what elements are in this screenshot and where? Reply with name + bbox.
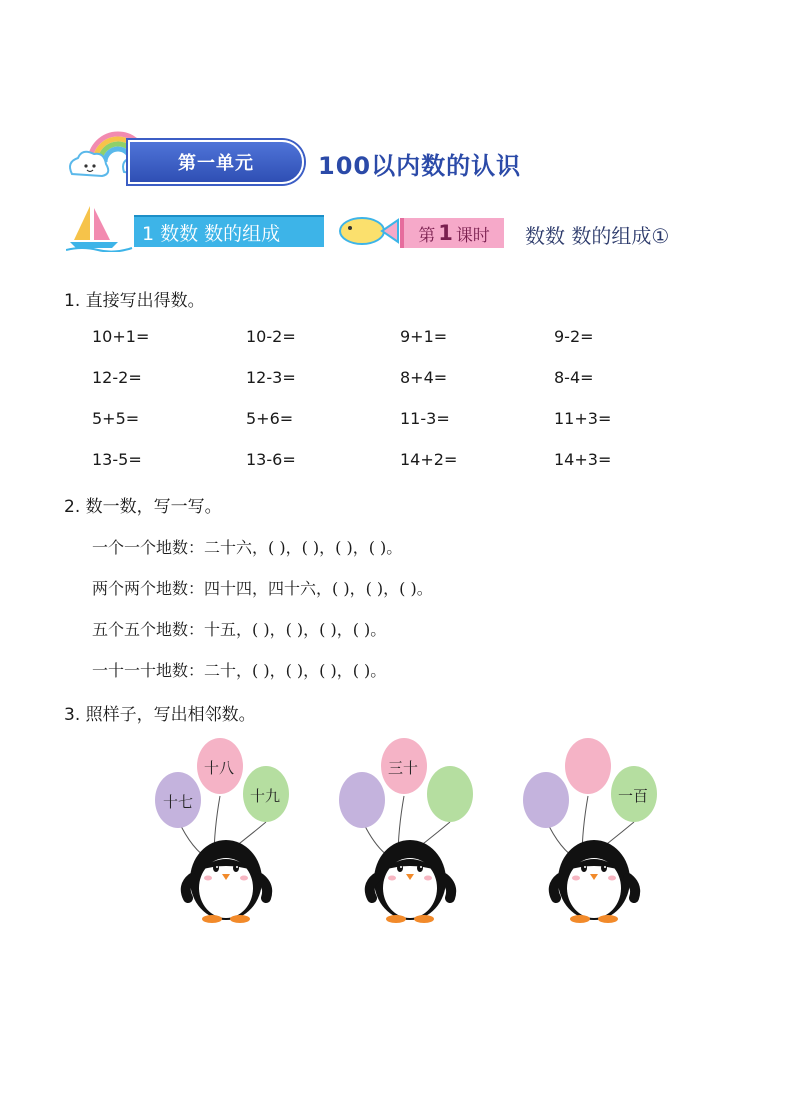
counting-line-tens: 一十一十地数：二十，( )，( )，( )，( )。 — [92, 661, 387, 680]
equation: 13-6= — [246, 450, 296, 469]
counting-line-fives: 五个五个地数：十五，( )，( )，( )，( )。 — [92, 620, 387, 639]
equation: 5+6= — [246, 409, 294, 428]
balloon-label-left: 十七 — [163, 793, 194, 811]
lesson-prefix: 第 — [418, 225, 436, 246]
sailboat-icon — [66, 202, 136, 252]
equation: 5+5= — [92, 409, 140, 428]
fish-icon — [336, 212, 400, 250]
balloon-label-middle: 十八 — [204, 759, 235, 777]
equation: 12-2= — [92, 368, 142, 387]
penguin-icon — [523, 738, 657, 923]
equation: 11-3= — [400, 409, 450, 428]
unit-label: 第一单元 — [128, 140, 304, 184]
lesson-title: 数数 数的组成① — [525, 224, 670, 248]
equation: 11+3= — [554, 409, 612, 428]
question-2-title: 2. 数一数，写一写。 — [64, 497, 222, 517]
equation: 14+2= — [400, 450, 458, 469]
balloon-label-middle: 三十 — [388, 759, 419, 777]
equation: 12-3= — [246, 368, 296, 387]
question-3-title: 3. 照样子，写出相邻数。 — [64, 705, 256, 725]
question-1-title: 1. 直接写出得数。 — [64, 291, 205, 311]
counting-line-ones: 一个一个地数：二十六，( )，( )，( )，( )。 — [92, 538, 403, 557]
counting-line-twos: 两个两个地数：四十四，四十六，( )，( )，( )。 — [92, 579, 433, 598]
lesson-suffix: 课时 — [455, 225, 490, 246]
lesson-label — [400, 218, 504, 248]
equation: 13-5= — [92, 450, 142, 469]
lesson-number: 1 — [438, 221, 453, 245]
equation: 9+1= — [400, 327, 448, 346]
unit-title: 100以内数的认识 — [318, 152, 522, 180]
equation: 9-2= — [554, 327, 594, 346]
balloon-label-right: 一百 — [618, 787, 649, 805]
equation: 8-4= — [554, 368, 594, 387]
equation: 10+1= — [92, 327, 150, 346]
equation: 8+4= — [400, 368, 448, 387]
equation: 14+3= — [554, 450, 612, 469]
section-label: 1 数数 数的组成 — [134, 215, 324, 247]
balloon-label-right: 十九 — [250, 787, 281, 805]
equation: 10-2= — [246, 327, 296, 346]
